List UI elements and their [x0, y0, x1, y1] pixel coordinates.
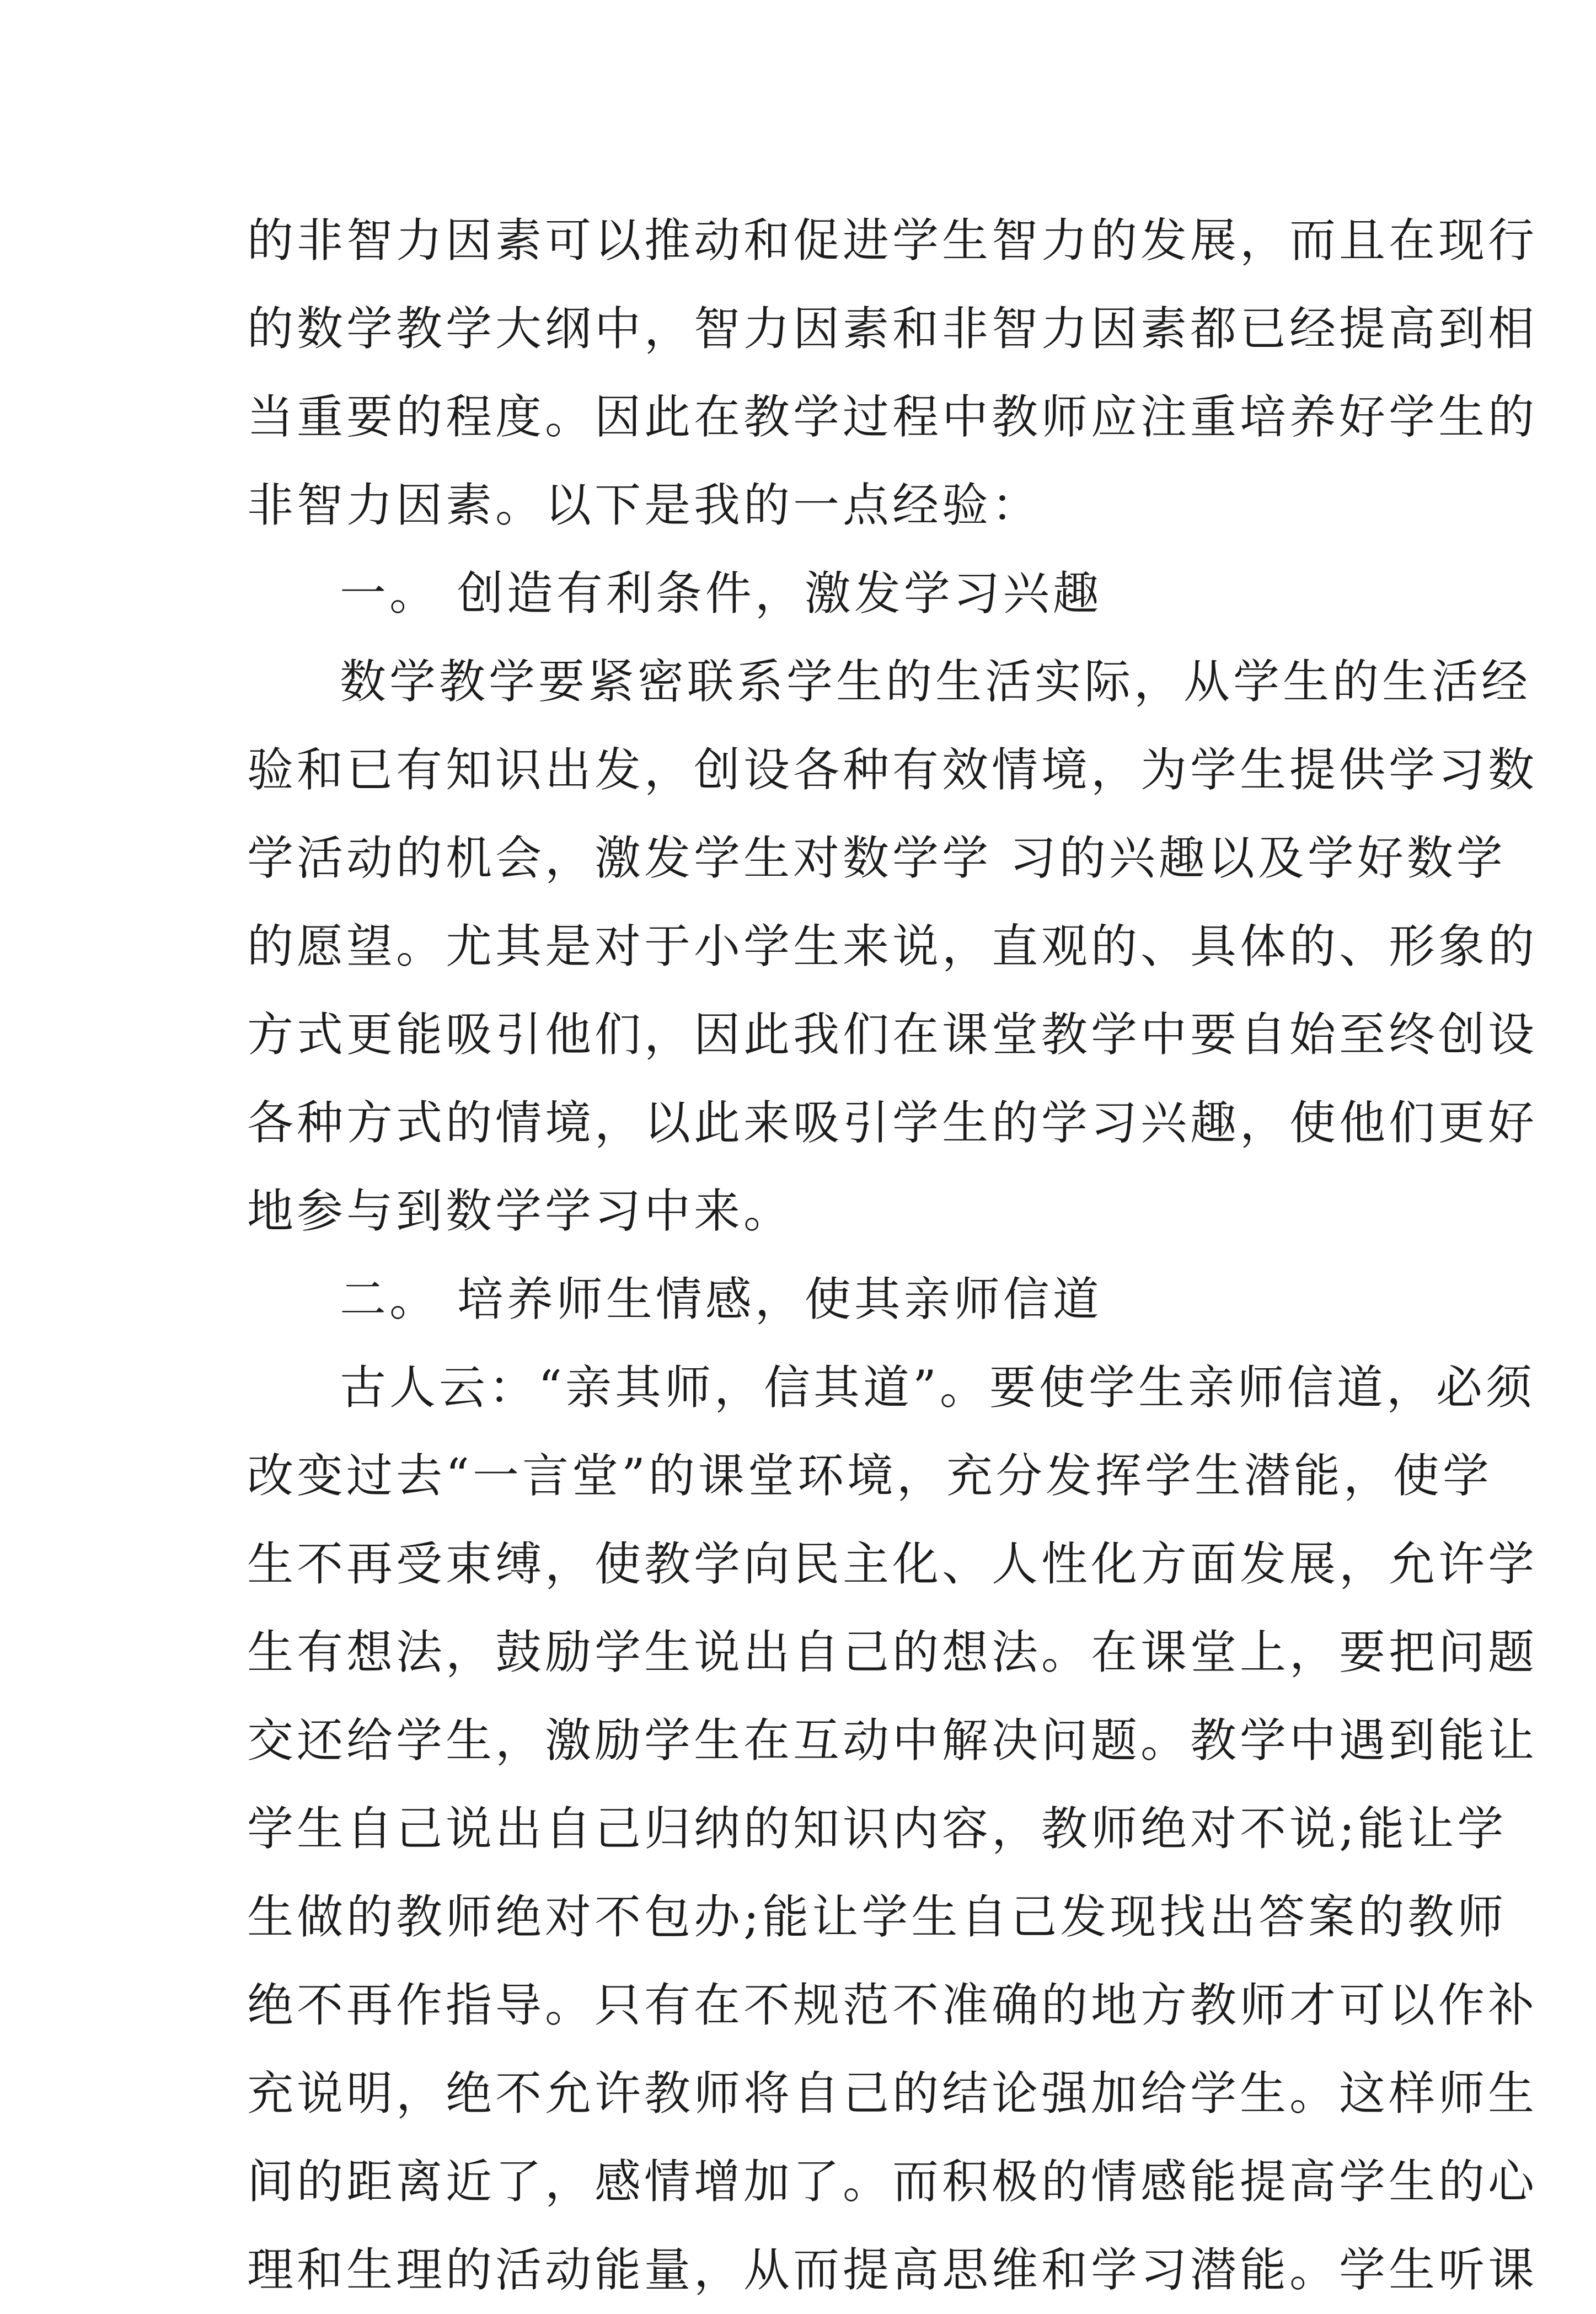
text-line: 地参与到数学学习中来。 — [247, 1184, 794, 1238]
text-line: 生有想法，鼓励学生说出自己的想法。在课堂上，要把问题 — [247, 1625, 1538, 1679]
text-line: 改变过去“一言堂”的课堂环境，充分发挥学生潜能，使学 — [247, 1449, 1492, 1503]
text-line: 的数学教学大纲中，智力因素和非智力因素都已经提高到相 — [247, 302, 1538, 356]
text-line: 当重要的程度。因此在教学过程中教师应注重培养好学生的 — [247, 390, 1538, 444]
text-line: 间的距离近了，感情增加了。而积极的情感能提高学生的心 — [247, 2155, 1538, 2209]
text-line: 数学教学要紧密联系学生的生活实际，从学生的生活经 — [340, 655, 1531, 709]
text-line: 方式更能吸引他们，因此我们在课堂教学中要自始至终创设 — [247, 1008, 1538, 1062]
text-line: 学生自己说出自己归纳的知识内容，教师绝对不说;能让学 — [247, 1802, 1507, 1856]
text-line: 生不再受束缚，使教学向民主化、人性化方面发展，允许学 — [247, 1537, 1538, 1591]
text-line: 充说明，绝不允许教师将自己的结论强加给学生。这样师生 — [247, 2066, 1538, 2120]
body-text — [247, 196, 1538, 2314]
section-heading-2: 二。 培养师生情感，使其亲师信道 — [340, 1272, 1102, 1326]
text-line: 交还给学生，激励学生在互动中解决问题。教学中遇到能让 — [247, 1713, 1538, 1767]
text-line: 验和已有知识出发，创设各种有效情境，为学生提供学习数 — [247, 743, 1538, 797]
text-line: 各种方式的情境，以此来吸引学生的学习兴趣，使他们更好 — [247, 1096, 1538, 1150]
text-line: 生做的教师绝对不包办;能让学生自己发现找出答案的教师 — [247, 1890, 1507, 1944]
section-heading-1: 一。 创造有利条件，激发学习兴趣 — [340, 566, 1102, 620]
text-line: 古人云：“亲其师，信其道”。要使学生亲师信道，必须 — [340, 1360, 1535, 1415]
text-line: 非智力因素。以下是我的一点经验： — [247, 478, 1042, 532]
text-line: 绝不再作指导。只有在不规范不准确的地方教师才可以作补 — [247, 1978, 1538, 2032]
text-line: 学活动的机会，激发学生对数学学 习的兴趣以及学好数学 — [247, 831, 1506, 885]
text-line: 的愿望。尤其是对于小学生来说，直观的、具体的、形象的 — [247, 919, 1538, 973]
text-line: 理和生理的活动能量，从而提高思维和学习潜能。学生听课 — [247, 2243, 1538, 2297]
text-line: 的非智力因素可以推动和促进学生智力的发展，而且在现行 — [247, 213, 1538, 267]
